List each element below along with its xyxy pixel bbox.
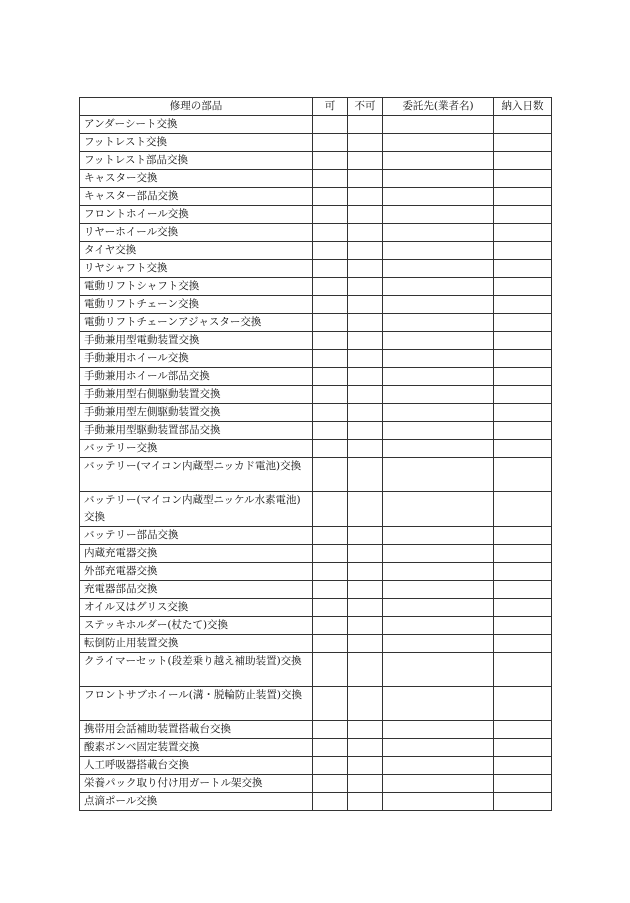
header-contractor: 委託先(業者名)	[383, 98, 494, 116]
repair-part-cell: バッテリー(マイコン内蔵型ニッケル水素電池)交換	[80, 492, 313, 527]
table-row	[80, 368, 552, 386]
repair-part-cell: 手動兼用ホイール交換	[80, 350, 313, 368]
header-possible: 可	[313, 98, 348, 116]
table-row	[80, 422, 552, 440]
repair-part-cell: 栄養パック取り付け用ガートル架交換	[80, 775, 313, 793]
table-row	[80, 440, 552, 458]
delivery-days-cell[interactable]	[494, 440, 552, 458]
not-possible-cell[interactable]	[348, 170, 383, 188]
table-row	[80, 757, 552, 775]
repair-part-cell: キャスター部品交換	[80, 188, 313, 206]
not-possible-cell[interactable]	[348, 152, 383, 170]
contractor-cell[interactable]	[383, 492, 494, 527]
possible-cell[interactable]	[313, 599, 348, 617]
table-row	[80, 206, 552, 224]
table-row	[80, 563, 552, 581]
possible-cell[interactable]	[313, 296, 348, 314]
possible-cell[interactable]	[313, 224, 348, 242]
contractor-cell[interactable]	[383, 599, 494, 617]
delivery-days-cell[interactable]	[494, 545, 552, 563]
possible-cell[interactable]	[313, 757, 348, 775]
repair-part-cell: バッテリー交換	[80, 440, 313, 458]
possible-cell[interactable]	[313, 545, 348, 563]
delivery-days-cell[interactable]	[494, 581, 552, 599]
repair-part-cell: フットレスト交換	[80, 134, 313, 152]
possible-cell[interactable]	[313, 116, 348, 134]
not-possible-cell[interactable]	[348, 386, 383, 404]
possible-cell[interactable]	[313, 350, 348, 368]
contractor-cell[interactable]	[383, 458, 494, 492]
contractor-cell[interactable]	[383, 757, 494, 775]
contractor-cell[interactable]	[383, 242, 494, 260]
contractor-cell[interactable]	[383, 617, 494, 635]
contractor-cell[interactable]	[383, 581, 494, 599]
repair-part-cell: 充電器部品交換	[80, 581, 313, 599]
repair-part-cell: リヤーホイール交換	[80, 224, 313, 242]
not-possible-cell[interactable]	[348, 581, 383, 599]
delivery-days-cell[interactable]	[494, 458, 552, 492]
table-row	[80, 617, 552, 635]
contractor-cell[interactable]	[383, 635, 494, 653]
repair-part-cell: 携帯用会話補助装置搭載台交換	[80, 721, 313, 739]
not-possible-cell[interactable]	[348, 188, 383, 206]
repair-part-cell: オイル又はグリス交換	[80, 599, 313, 617]
delivery-days-cell[interactable]	[494, 757, 552, 775]
not-possible-cell[interactable]	[348, 368, 383, 386]
contractor-cell[interactable]	[383, 152, 494, 170]
not-possible-cell[interactable]	[348, 242, 383, 260]
table-row	[80, 170, 552, 188]
table-row	[80, 242, 552, 260]
not-possible-cell[interactable]	[348, 116, 383, 134]
repair-part-cell: バッテリー(マイコン内蔵型ニッカド電池)交換	[80, 458, 313, 492]
table-row	[80, 527, 552, 545]
table-row	[80, 775, 552, 793]
possible-cell[interactable]	[313, 260, 348, 278]
contractor-cell[interactable]	[383, 386, 494, 404]
possible-cell[interactable]	[313, 653, 348, 687]
not-possible-cell[interactable]	[348, 224, 383, 242]
table-row	[80, 404, 552, 422]
repair-part-cell: 点滴ポール交換	[80, 793, 313, 811]
contractor-cell[interactable]	[383, 527, 494, 545]
repair-part-cell: ステッキホルダー(杖たて)交換	[80, 617, 313, 635]
delivery-days-cell[interactable]	[494, 116, 552, 134]
delivery-days-cell[interactable]	[494, 793, 552, 811]
contractor-cell[interactable]	[383, 332, 494, 350]
not-possible-cell[interactable]	[348, 350, 383, 368]
contractor-cell[interactable]	[383, 793, 494, 811]
not-possible-cell[interactable]	[348, 134, 383, 152]
delivery-days-cell[interactable]	[494, 242, 552, 260]
not-possible-cell[interactable]	[348, 739, 383, 757]
table-row	[80, 687, 552, 721]
repair-part-cell: 電動リフトシャフト交換	[80, 278, 313, 296]
possible-cell[interactable]	[313, 581, 348, 599]
contractor-cell[interactable]	[383, 563, 494, 581]
table-row	[80, 721, 552, 739]
possible-cell[interactable]	[313, 404, 348, 422]
header-not-possible: 不可	[348, 98, 383, 116]
table-row	[80, 296, 552, 314]
contractor-cell[interactable]	[383, 260, 494, 278]
repair-part-cell: 外部充電器交換	[80, 563, 313, 581]
contractor-cell[interactable]	[383, 116, 494, 134]
repair-part-cell: アンダーシート交換	[80, 116, 313, 134]
contractor-cell[interactable]	[383, 314, 494, 332]
contractor-cell[interactable]	[383, 404, 494, 422]
table-row	[80, 314, 552, 332]
table-row	[80, 599, 552, 617]
delivery-days-cell[interactable]	[494, 599, 552, 617]
possible-cell[interactable]	[313, 563, 348, 581]
possible-cell[interactable]	[313, 332, 348, 350]
contractor-cell[interactable]	[383, 350, 494, 368]
table-row	[80, 793, 552, 811]
delivery-days-cell[interactable]	[494, 134, 552, 152]
not-possible-cell[interactable]	[348, 278, 383, 296]
possible-cell[interactable]	[313, 368, 348, 386]
not-possible-cell[interactable]	[348, 653, 383, 687]
delivery-days-cell[interactable]	[494, 278, 552, 296]
contractor-cell[interactable]	[383, 653, 494, 687]
repair-part-cell: 電動リフトチェーン交換	[80, 296, 313, 314]
repair-part-cell: 手動兼用型右側駆動装置交換	[80, 386, 313, 404]
not-possible-cell[interactable]	[348, 635, 383, 653]
repair-part-cell: タイヤ交換	[80, 242, 313, 260]
table-row	[80, 260, 552, 278]
delivery-days-cell[interactable]	[494, 492, 552, 527]
table-row	[80, 545, 552, 563]
table-row	[80, 224, 552, 242]
table-body	[80, 116, 552, 811]
not-possible-cell[interactable]	[348, 332, 383, 350]
not-possible-cell[interactable]	[348, 404, 383, 422]
delivery-days-cell[interactable]	[494, 721, 552, 739]
repair-part-cell: 転倒防止用装置交換	[80, 635, 313, 653]
table-row	[80, 386, 552, 404]
delivery-days-cell[interactable]	[494, 368, 552, 386]
delivery-days-cell[interactable]	[494, 563, 552, 581]
delivery-days-cell[interactable]	[494, 422, 552, 440]
table-row	[80, 739, 552, 757]
delivery-days-cell[interactable]	[494, 739, 552, 757]
repair-part-cell: クライマーセット(段差乗り越え補助装置)交換	[80, 653, 313, 687]
possible-cell[interactable]	[313, 739, 348, 757]
repair-parts-table	[79, 97, 552, 811]
header-delivery-days: 納入日数	[494, 98, 552, 116]
table-header-row	[80, 98, 552, 116]
delivery-days-cell[interactable]	[494, 314, 552, 332]
repair-part-cell: リヤシャフト交換	[80, 260, 313, 278]
contractor-cell[interactable]	[383, 687, 494, 721]
delivery-days-cell[interactable]	[494, 386, 552, 404]
not-possible-cell[interactable]	[348, 599, 383, 617]
repair-part-cell: 電動リフトチェーンアジャスター交換	[80, 314, 313, 332]
repair-part-cell: 手動兼用型駆動装置部品交換	[80, 422, 313, 440]
not-possible-cell[interactable]	[348, 440, 383, 458]
repair-part-cell: 手動兼用型電動装置交換	[80, 332, 313, 350]
possible-cell[interactable]	[313, 458, 348, 492]
repair-part-cell: キャスター交換	[80, 170, 313, 188]
possible-cell[interactable]	[313, 278, 348, 296]
possible-cell[interactable]	[313, 617, 348, 635]
possible-cell[interactable]	[313, 422, 348, 440]
repair-part-cell: バッテリー部品交換	[80, 527, 313, 545]
table-row	[80, 134, 552, 152]
delivery-days-cell[interactable]	[494, 170, 552, 188]
table-row	[80, 188, 552, 206]
contractor-cell[interactable]	[383, 206, 494, 224]
possible-cell[interactable]	[313, 242, 348, 260]
not-possible-cell[interactable]	[348, 458, 383, 492]
contractor-cell[interactable]	[383, 739, 494, 757]
possible-cell[interactable]	[313, 206, 348, 224]
delivery-days-cell[interactable]	[494, 296, 552, 314]
repair-part-cell: 酸素ボンベ固定装置交換	[80, 739, 313, 757]
contractor-cell[interactable]	[383, 775, 494, 793]
header-repair-part: 修理の部品	[80, 98, 313, 116]
table-row	[80, 350, 552, 368]
possible-cell[interactable]	[313, 134, 348, 152]
table-row	[80, 635, 552, 653]
possible-cell[interactable]	[313, 721, 348, 739]
possible-cell[interactable]	[313, 793, 348, 811]
repair-part-cell: フロントサブホイール(溝・脱輪防止装置)交換	[80, 687, 313, 721]
not-possible-cell[interactable]	[348, 527, 383, 545]
contractor-cell[interactable]	[383, 440, 494, 458]
delivery-days-cell[interactable]	[494, 224, 552, 242]
not-possible-cell[interactable]	[348, 687, 383, 721]
possible-cell[interactable]	[313, 775, 348, 793]
contractor-cell[interactable]	[383, 368, 494, 386]
not-possible-cell[interactable]	[348, 296, 383, 314]
repair-part-cell: 内蔵充電器交換	[80, 545, 313, 563]
possible-cell[interactable]	[313, 635, 348, 653]
not-possible-cell[interactable]	[348, 422, 383, 440]
repair-part-cell: 人工呼吸器搭載台交換	[80, 757, 313, 775]
delivery-days-cell[interactable]	[494, 260, 552, 278]
table-row	[80, 278, 552, 296]
table-row	[80, 332, 552, 350]
delivery-days-cell[interactable]	[494, 527, 552, 545]
delivery-days-cell[interactable]	[494, 775, 552, 793]
table-row	[80, 116, 552, 134]
not-possible-cell[interactable]	[348, 793, 383, 811]
delivery-days-cell[interactable]	[494, 152, 552, 170]
delivery-days-cell[interactable]	[494, 206, 552, 224]
possible-cell[interactable]	[313, 386, 348, 404]
delivery-days-cell[interactable]	[494, 350, 552, 368]
contractor-cell[interactable]	[383, 188, 494, 206]
possible-cell[interactable]	[313, 440, 348, 458]
not-possible-cell[interactable]	[348, 314, 383, 332]
table-row	[80, 458, 552, 492]
not-possible-cell[interactable]	[348, 757, 383, 775]
not-possible-cell[interactable]	[348, 775, 383, 793]
possible-cell[interactable]	[313, 492, 348, 527]
possible-cell[interactable]	[313, 152, 348, 170]
not-possible-cell[interactable]	[348, 563, 383, 581]
contractor-cell[interactable]	[383, 224, 494, 242]
table-row	[80, 581, 552, 599]
contractor-cell[interactable]	[383, 170, 494, 188]
table-row	[80, 653, 552, 687]
possible-cell[interactable]	[313, 687, 348, 721]
contractor-cell[interactable]	[383, 721, 494, 739]
possible-cell[interactable]	[313, 170, 348, 188]
contractor-cell[interactable]	[383, 422, 494, 440]
table-row	[80, 492, 552, 527]
contractor-cell[interactable]	[383, 296, 494, 314]
delivery-days-cell[interactable]	[494, 404, 552, 422]
possible-cell[interactable]	[313, 527, 348, 545]
repair-part-cell: フロントホイール交換	[80, 206, 313, 224]
delivery-days-cell[interactable]	[494, 617, 552, 635]
contractor-cell[interactable]	[383, 134, 494, 152]
delivery-days-cell[interactable]	[494, 687, 552, 721]
not-possible-cell[interactable]	[348, 545, 383, 563]
not-possible-cell[interactable]	[348, 721, 383, 739]
delivery-days-cell[interactable]	[494, 635, 552, 653]
possible-cell[interactable]	[313, 314, 348, 332]
possible-cell[interactable]	[313, 188, 348, 206]
contractor-cell[interactable]	[383, 278, 494, 296]
delivery-days-cell[interactable]	[494, 653, 552, 687]
contractor-cell[interactable]	[383, 545, 494, 563]
repair-part-cell: 手動兼用型左側駆動装置交換	[80, 404, 313, 422]
delivery-days-cell[interactable]	[494, 188, 552, 206]
not-possible-cell[interactable]	[348, 206, 383, 224]
not-possible-cell[interactable]	[348, 492, 383, 527]
repair-part-cell: フットレスト部品交換	[80, 152, 313, 170]
repair-part-cell: 手動兼用ホイール部品交換	[80, 368, 313, 386]
delivery-days-cell[interactable]	[494, 332, 552, 350]
not-possible-cell[interactable]	[348, 260, 383, 278]
not-possible-cell[interactable]	[348, 617, 383, 635]
table-row	[80, 152, 552, 170]
